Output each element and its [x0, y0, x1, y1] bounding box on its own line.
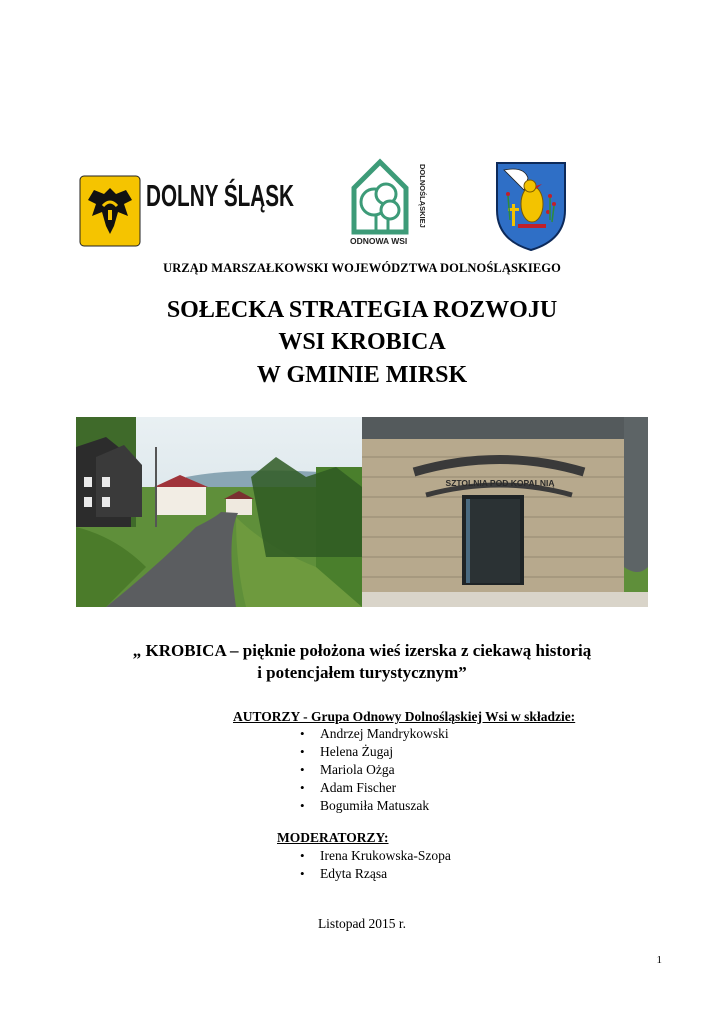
authors-heading: AUTORZY - Grupa Odnowy Dolnośląskiej Wsi w składzie: — [233, 709, 576, 724]
document-title-line-2: WSI KROBICA — [278, 329, 446, 355]
list-item: • Adam Fischer — [298, 779, 449, 797]
list-item: • Bogumiła Matuszak — [298, 797, 449, 815]
list-item: • Mariola Ożga — [298, 761, 449, 779]
odnowa-caption: ODNOWA WSI — [350, 236, 408, 246]
office-heading: URZĄD MARSZAŁKOWSKI WOJEWÓDZTWA DOLNOŚLĄSKIEGO — [163, 261, 561, 275]
list-item: • Andrzej Mandrykowski — [298, 725, 449, 743]
village-road-photo — [76, 417, 362, 607]
mine-sign: SZTOLNIA POD KOPALNIĄ — [445, 478, 555, 488]
page-number: 1 — [656, 954, 662, 966]
list-item: • Irena Krukowska-Szopa — [298, 847, 451, 865]
odnowa-side-caption: DOLNOŚLĄSKIEJ — [418, 164, 427, 228]
dolny-slask-logo — [76, 170, 368, 252]
mine-entrance-photo — [362, 417, 648, 607]
motto-line-2: i potencjałem turystycznym” — [257, 663, 467, 682]
coat-of-arms-logo — [494, 160, 568, 252]
document-title-line-1: SOŁECKA STRATEGIA ROZWOJU — [166, 297, 558, 323]
dolny-text: DOLNY ŚLĄSK — [146, 178, 368, 213]
list-item: • Edyta Rząsa — [298, 865, 451, 883]
authors-list — [298, 725, 449, 815]
list-item: • Helena Żugaj — [298, 743, 449, 761]
document-title-line-3: W GMINIE MIRSK — [256, 362, 468, 388]
moderators-list — [298, 847, 451, 883]
document-date: Listopad 2015 r. — [317, 916, 407, 931]
moderators-heading: MODERATORZY: — [277, 830, 389, 845]
odnowa-wsi-logo — [346, 158, 426, 250]
motto-line-1: „ KROBICA – pięknie położona wieś izerska z ciekawą historią — [132, 641, 592, 660]
